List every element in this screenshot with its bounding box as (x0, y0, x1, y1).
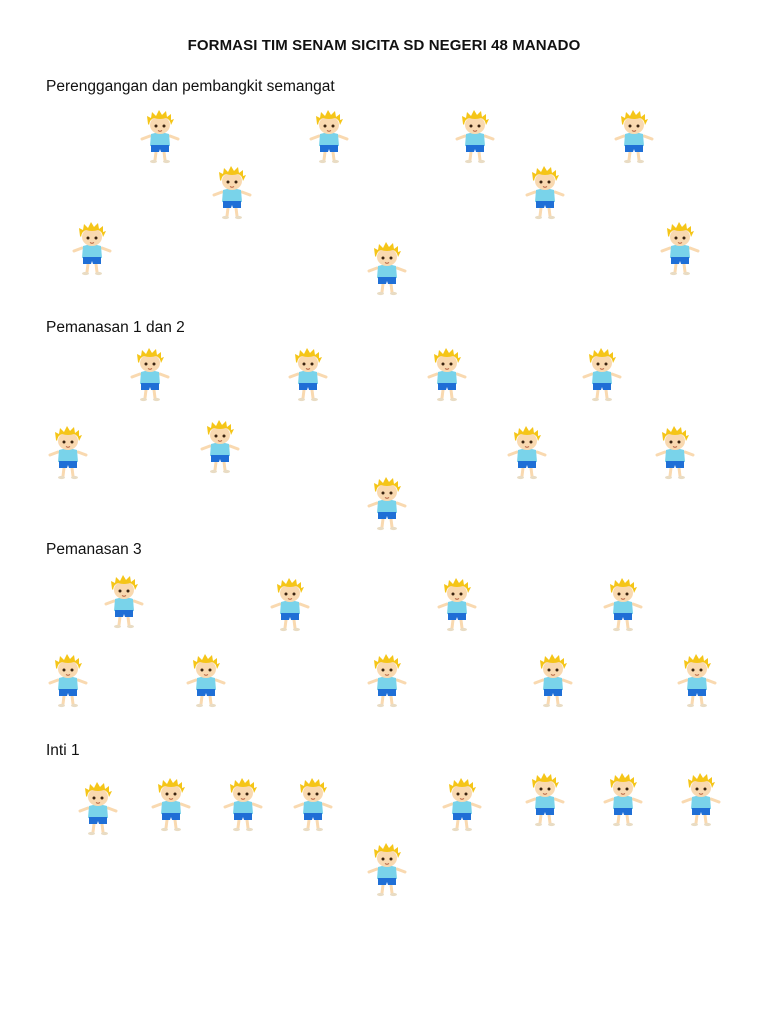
child-figure-icon (130, 348, 170, 402)
child-figure-icon (582, 348, 622, 402)
child-figure-icon (293, 778, 333, 832)
child-figure-icon (525, 166, 565, 220)
child-figure-icon (660, 222, 700, 276)
child-figure-icon (72, 222, 112, 276)
child-figure-icon (367, 654, 407, 708)
section-heading-pemanasan-3: Pemanasan 3 (46, 541, 142, 558)
child-figure-icon (603, 773, 643, 827)
child-figure-icon (78, 782, 118, 836)
child-figure-icon (533, 654, 573, 708)
child-figure-icon (48, 426, 88, 480)
child-figure-icon (614, 110, 654, 164)
section-heading-pemanasan-1-2: Pemanasan 1 dan 2 (46, 319, 185, 336)
child-figure-icon (525, 773, 565, 827)
child-figure-icon (655, 426, 695, 480)
child-figure-icon (427, 348, 467, 402)
child-figure-icon (288, 348, 328, 402)
child-figure-icon (151, 778, 191, 832)
child-figure-icon (367, 242, 407, 296)
child-figure-icon (455, 110, 495, 164)
child-figure-icon (309, 110, 349, 164)
child-figure-icon (681, 773, 721, 827)
child-figure-icon (437, 578, 477, 632)
child-figure-icon (212, 166, 252, 220)
child-figure-icon (507, 426, 547, 480)
child-figure-icon (140, 110, 180, 164)
child-figure-icon (270, 578, 310, 632)
section-heading-perenggangan: Perenggangan dan pembangkit semangat (46, 78, 335, 95)
child-figure-icon (442, 778, 482, 832)
child-figure-icon (48, 654, 88, 708)
child-figure-icon (367, 843, 407, 897)
child-figure-icon (200, 420, 240, 474)
document-title: FORMASI TIM SENAM SICITA SD NEGERI 48 MANADO (187, 37, 581, 54)
child-figure-icon (223, 778, 263, 832)
child-figure-icon (186, 654, 226, 708)
child-figure-icon (603, 578, 643, 632)
child-figure-icon (367, 477, 407, 531)
section-heading-inti-1: Inti 1 (46, 742, 80, 759)
child-figure-icon (104, 575, 144, 629)
child-figure-icon (677, 654, 717, 708)
